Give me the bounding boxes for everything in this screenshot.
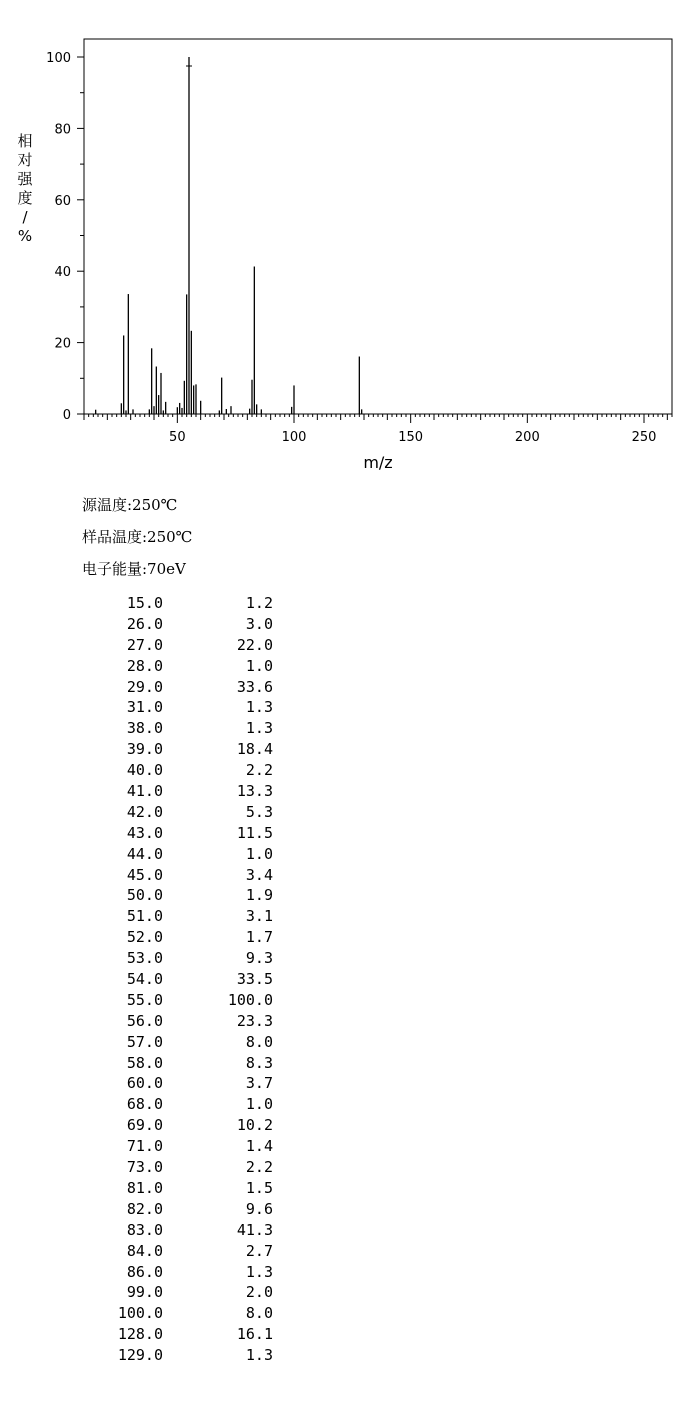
peak-mz: 69.0 — [126, 1116, 163, 1135]
x-axis-label: m/z — [363, 453, 393, 472]
peak-row — [95, 635, 273, 656]
peak-abundance: 3.7 — [245, 1074, 273, 1093]
peak-abundance: 1.3 — [245, 698, 273, 717]
peak-mz: 39.0 — [126, 740, 163, 759]
peak-row — [95, 1178, 273, 1199]
sample-temperature: 样品温度:250℃ — [82, 528, 193, 546]
peak-row — [95, 1324, 273, 1345]
peak-abundance: 8.0 — [245, 1304, 273, 1323]
peak-mz: 26.0 — [126, 614, 163, 633]
peak-row — [95, 948, 273, 969]
peak-mz: 44.0 — [126, 844, 163, 863]
peak-mz: 129.0 — [117, 1346, 163, 1365]
peak-mz: 38.0 — [126, 719, 163, 738]
peak-row — [95, 802, 273, 823]
y-axis-label-char: 相 — [17, 132, 33, 150]
y-tick-label: 80 — [54, 122, 71, 138]
peak-abundance: 100.0 — [227, 990, 273, 1009]
peak-abundance: 8.3 — [245, 1053, 273, 1072]
peak-row — [95, 697, 273, 718]
peak-mz: 53.0 — [126, 949, 163, 968]
peak-row — [95, 865, 273, 886]
peak-abundance: 33.5 — [236, 970, 273, 989]
peak-row — [95, 969, 273, 990]
peak-abundance: 1.5 — [245, 1178, 273, 1197]
mass-spectrum-chart — [0, 0, 691, 480]
electron-energy: 电子能量:70eV — [82, 560, 186, 578]
peak-abundance: 2.7 — [245, 1241, 273, 1260]
y-axis — [46, 51, 84, 423]
peak-mz: 51.0 — [126, 907, 163, 926]
peak-row — [95, 739, 273, 760]
y-tick-label: 20 — [54, 336, 71, 352]
peak-mz: 73.0 — [126, 1158, 163, 1177]
peak-abundance: 13.3 — [236, 782, 273, 801]
peak-row — [95, 1115, 273, 1136]
peak-mz: 43.0 — [126, 823, 163, 842]
peak-row — [95, 1220, 273, 1241]
peak-row — [95, 1011, 273, 1032]
peak-mz: 68.0 — [126, 1095, 163, 1114]
peak-abundance: 33.6 — [236, 677, 273, 696]
peak-mz: 42.0 — [126, 802, 163, 821]
peak-mz: 56.0 — [126, 1011, 163, 1030]
peak-row — [95, 844, 273, 865]
peak-abundance: 5.3 — [245, 802, 273, 821]
peak-abundance: 1.2 — [245, 594, 273, 612]
y-tick-label: 40 — [54, 265, 71, 281]
peak-row — [95, 1199, 273, 1220]
y-axis-label — [14, 132, 36, 246]
peak-abundance: 1.4 — [245, 1137, 273, 1156]
peak-mz: 128.0 — [117, 1325, 163, 1344]
peak-mz: 31.0 — [126, 698, 163, 717]
peak-row — [95, 885, 273, 906]
y-axis-label-char: 度 — [17, 189, 33, 207]
peak-row — [95, 1282, 273, 1303]
peak-mz: 45.0 — [126, 865, 163, 884]
peak-mz: 54.0 — [126, 970, 163, 989]
peak-abundance: 3.4 — [245, 865, 273, 884]
peak-row — [95, 718, 273, 739]
source-temperature: 源温度:250℃ — [82, 496, 178, 514]
y-axis-label-char: 强 — [17, 170, 33, 188]
peak-mz: 81.0 — [126, 1178, 163, 1197]
peak-mz: 50.0 — [126, 886, 163, 905]
peak-abundance: 23.3 — [236, 1011, 273, 1030]
peak-mz: 29.0 — [126, 677, 163, 696]
peak-mz: 84.0 — [126, 1241, 163, 1260]
peak-row — [95, 1032, 273, 1053]
peak-row — [95, 614, 273, 635]
x-tick-label: 200 — [514, 430, 540, 445]
peak-abundance: 1.3 — [245, 1262, 273, 1281]
peak-abundance: 9.6 — [245, 1199, 273, 1218]
peak-abundance: 1.3 — [245, 719, 273, 738]
peak-mz: 27.0 — [126, 635, 163, 654]
plot-frame — [84, 39, 672, 414]
peak-abundance: 1.0 — [245, 844, 273, 863]
peak-row — [95, 1303, 273, 1324]
peak-mz: 15.0 — [126, 594, 163, 612]
x-tick-label: 50 — [169, 430, 186, 445]
peak-abundance: 9.3 — [245, 949, 273, 968]
peak-mz: 55.0 — [126, 990, 163, 1009]
peak-abundance: 1.0 — [245, 656, 273, 675]
peak-row — [95, 593, 273, 614]
peak-abundance: 2.2 — [245, 1158, 273, 1177]
peak-mz: 28.0 — [126, 656, 163, 675]
peak-abundance: 1.3 — [245, 1346, 273, 1365]
y-tick-label: 100 — [46, 51, 71, 66]
peak-row — [95, 1345, 273, 1366]
y-axis-label-char: % — [17, 227, 33, 245]
peak-row — [95, 1262, 273, 1283]
peak-row — [95, 656, 273, 677]
peak-abundance: 2.2 — [245, 761, 273, 780]
peak-row — [95, 1094, 273, 1115]
peak-abundance: 1.9 — [245, 886, 273, 905]
peak-mz: 52.0 — [126, 928, 163, 947]
peak-abundance: 1.7 — [245, 928, 273, 947]
peak-abundance: 10.2 — [236, 1116, 273, 1135]
peak-row — [95, 1241, 273, 1262]
peak-row — [95, 990, 273, 1011]
x-axis — [84, 414, 672, 445]
y-axis-label-char: / — [22, 208, 28, 226]
peak-mz: 71.0 — [126, 1137, 163, 1156]
peak-abundance: 2.0 — [245, 1283, 273, 1302]
x-tick-label: 100 — [281, 430, 307, 445]
peak-abundance: 3.0 — [245, 614, 273, 633]
peak-row — [95, 1053, 273, 1074]
y-axis-label-char: 对 — [17, 151, 33, 169]
peak-mz: 58.0 — [126, 1053, 163, 1072]
peak-mz: 60.0 — [126, 1074, 163, 1093]
peak-row — [95, 1136, 273, 1157]
peak-row — [95, 1157, 273, 1178]
peak-row — [95, 677, 273, 698]
y-tick-label: 60 — [54, 193, 71, 209]
peak-mz: 40.0 — [126, 761, 163, 780]
peak-abundance: 41.3 — [236, 1220, 273, 1239]
peak-row — [95, 823, 273, 844]
peak-bars — [96, 57, 362, 414]
peak-abundance: 18.4 — [236, 740, 273, 759]
peak-row — [95, 1073, 273, 1094]
peak-table — [95, 593, 273, 1366]
peak-mz: 82.0 — [126, 1199, 163, 1218]
x-tick-label: 250 — [631, 430, 657, 445]
peak-abundance: 3.1 — [245, 907, 273, 926]
peak-row — [95, 927, 273, 948]
y-tick-label: 0 — [62, 408, 71, 423]
peak-mz: 83.0 — [126, 1220, 163, 1239]
peak-mz: 99.0 — [126, 1283, 163, 1302]
peak-row — [95, 781, 273, 802]
peak-abundance: 1.0 — [245, 1095, 273, 1114]
peak-mz: 100.0 — [117, 1304, 163, 1323]
peak-row — [95, 906, 273, 927]
peak-abundance: 11.5 — [236, 823, 273, 842]
peak-row — [95, 760, 273, 781]
peak-mz: 57.0 — [126, 1032, 163, 1051]
peak-mz: 86.0 — [126, 1262, 163, 1281]
peak-abundance: 22.0 — [236, 635, 273, 654]
x-tick-label: 150 — [398, 430, 424, 445]
peak-mz: 41.0 — [126, 782, 163, 801]
peak-abundance: 16.1 — [236, 1325, 273, 1344]
peak-abundance: 8.0 — [245, 1032, 273, 1051]
